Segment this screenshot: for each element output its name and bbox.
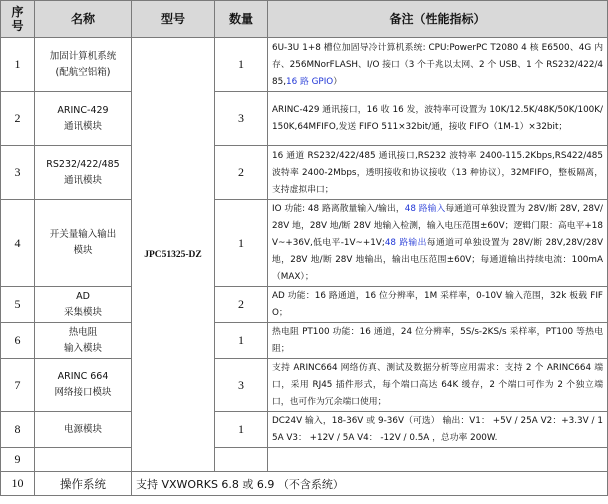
table-row bbox=[1, 448, 608, 472]
item-remark bbox=[268, 412, 608, 448]
item-name bbox=[35, 448, 132, 472]
item-remark bbox=[268, 200, 608, 287]
item-name-line: (配航空铝箱) bbox=[55, 66, 111, 78]
row-number: 2 bbox=[1, 92, 35, 146]
model-cell bbox=[132, 38, 215, 472]
table-row bbox=[1, 146, 608, 200]
row-number: 4 bbox=[1, 200, 35, 287]
header-row bbox=[1, 1, 608, 38]
item-name bbox=[35, 146, 132, 200]
table-row bbox=[1, 287, 608, 323]
item-quantity: 1 bbox=[215, 323, 268, 359]
item-remark bbox=[268, 287, 608, 323]
item-remark bbox=[268, 38, 608, 92]
item-name bbox=[35, 287, 132, 323]
remark-segment: IO 功能: 48 路离散量输入/输出， bbox=[272, 204, 405, 214]
os-row bbox=[1, 472, 608, 496]
item-name-line: RS232/422/485 bbox=[46, 158, 120, 170]
table-row bbox=[1, 412, 608, 448]
remark-segment: 6U-3U 1+8 槽位加固导冷计算机系统: CPU:PowerPC T2080 4 核 E6500、4G 内存、256MNorFLASH、I/O 接口（3 个千兆以太网、2 个 USB、1 个 RS232/422/485, bbox=[272, 42, 603, 87]
item-name-line: 通讯模块 bbox=[63, 120, 102, 132]
item-quantity: 1 bbox=[215, 38, 268, 92]
item-quantity: 3 bbox=[215, 92, 268, 146]
item-name-line: 加固计算机系统 bbox=[49, 50, 117, 62]
item-quantity: 2 bbox=[215, 146, 268, 200]
item-quantity: 2 bbox=[215, 287, 268, 323]
remark-segment: AD 功能：16 路通道，16 位分辨率，1M 采样率，0-10V 输入范围，32k 板载 FIFO； bbox=[272, 291, 603, 318]
table-row bbox=[1, 92, 608, 146]
remark-segment: 每通道可单独设置为 28V/断 28V, 28V/28V 地，28V 地/断 28V 地输入检测，输入电压范围±60V；逻辑门限：高电平+18V~+36V,低电平-1V~+1V; bbox=[272, 204, 603, 248]
remark-segment: ） bbox=[333, 76, 343, 87]
item-quantity: 3 bbox=[215, 359, 268, 412]
item-name-line: ARINC-429 bbox=[57, 104, 109, 116]
item-name-line: 模块 bbox=[73, 245, 93, 256]
item-name-line: ARINC 664 bbox=[57, 371, 109, 382]
item-name bbox=[35, 412, 132, 448]
row-number: 9 bbox=[1, 448, 35, 472]
remark-segment: 每通道可单独设置为 28V/断 28V,28V/28V 地，28V 地/断 28V 地输出，输出电压范围±60V；每通道输出持续电流：100mA（MAX）； bbox=[272, 238, 603, 282]
table-row bbox=[1, 38, 608, 92]
header-no: 序号 bbox=[1, 1, 35, 38]
table-body bbox=[1, 38, 608, 496]
item-name-line: AD bbox=[76, 290, 90, 302]
item-name bbox=[35, 38, 132, 92]
item-name-line: 开关量输入输出 bbox=[49, 229, 117, 240]
item-remark bbox=[268, 146, 608, 200]
remark-segment: ARINC-429 通讯接口，16 收 16 发，波特率可设置为 10K/12.5K/48K/50K/100K/150K,64MFIFO,发送 FIFO 511×32bit/通，接收 FIFO（1M-1）×32bit； bbox=[272, 105, 603, 132]
item-name-line: 热电阻 bbox=[68, 326, 98, 338]
os-label: 操作系统 bbox=[35, 472, 132, 496]
row-number: 10 bbox=[1, 472, 35, 496]
row-number: 8 bbox=[1, 412, 35, 448]
item-remark bbox=[268, 323, 608, 359]
table-row bbox=[1, 323, 608, 359]
row-number: 7 bbox=[1, 359, 35, 412]
remark-segment: 支持 ARINC664 网络仿真、测试及数据分析等应用需求：支持 2 个 ARINC664 端口，采用 RJ45 插件形式，每个端口高达 64K 缓存，2 个端口可作为 2 个独立端口，也可作为冗余端口使用； bbox=[272, 363, 603, 407]
remark-segment: 热电阻 PT100 功能：16 通道，24 位分辨率，5S/s-2KS/s 采样率，PT100 等热电阻； bbox=[272, 327, 603, 354]
item-name-line: 输入模块 bbox=[63, 342, 102, 354]
header-model: 型号 bbox=[132, 1, 215, 38]
item-name-line: 采集模块 bbox=[63, 306, 102, 318]
item-name bbox=[35, 200, 132, 287]
item-name bbox=[35, 323, 132, 359]
row-number: 3 bbox=[1, 146, 35, 200]
item-name-line: 电源模块 bbox=[63, 423, 102, 435]
remark-segment: 16 通道 RS232/422/485 通讯接口,RS232 波特率 2400-115.2Kbps,RS422/485 波特率 2400-2Mbps，透明接收和协议接收（13 种协议），32MFIFO，整板隔离，支持虚拟串口； bbox=[272, 150, 603, 195]
header-qty: 数量 bbox=[215, 1, 268, 38]
table-row bbox=[1, 200, 608, 287]
item-quantity: 1 bbox=[215, 200, 268, 287]
table-row bbox=[1, 359, 608, 412]
item-name-line: 通讯模块 bbox=[63, 174, 102, 186]
item-remark bbox=[268, 92, 608, 146]
row-number: 6 bbox=[1, 323, 35, 359]
os-value: 支持 VXWORKS 6.8 或 6.9 （不含系统） bbox=[132, 472, 608, 496]
item-remark bbox=[268, 448, 608, 472]
row-number: 5 bbox=[1, 287, 35, 323]
item-remark bbox=[268, 359, 608, 412]
item-quantity: 1 bbox=[215, 412, 268, 448]
model-value: JPC51325-DZ bbox=[144, 249, 202, 260]
item-name bbox=[35, 359, 132, 412]
item-name-line: 网络接口模块 bbox=[54, 387, 112, 398]
remark-segment: DC24V 输入，18-36V 或 9-36V（可选） 输出：V1： +5V / 25A V2：+3.3V / 15A V3： +12V / 5A V4： -12V / 0.5A ，总功率 200W. bbox=[272, 416, 603, 443]
header-name: 名称 bbox=[35, 1, 132, 38]
remark-segment: 16 路 GPIO bbox=[286, 76, 334, 87]
row-number: 1 bbox=[1, 38, 35, 92]
remark-segment: 48 路输出 bbox=[384, 238, 427, 248]
header-remark: 备注（性能指标） bbox=[268, 1, 608, 38]
item-name bbox=[35, 92, 132, 146]
item-quantity bbox=[215, 448, 268, 472]
remark-segment: 48 路输入 bbox=[404, 204, 446, 214]
